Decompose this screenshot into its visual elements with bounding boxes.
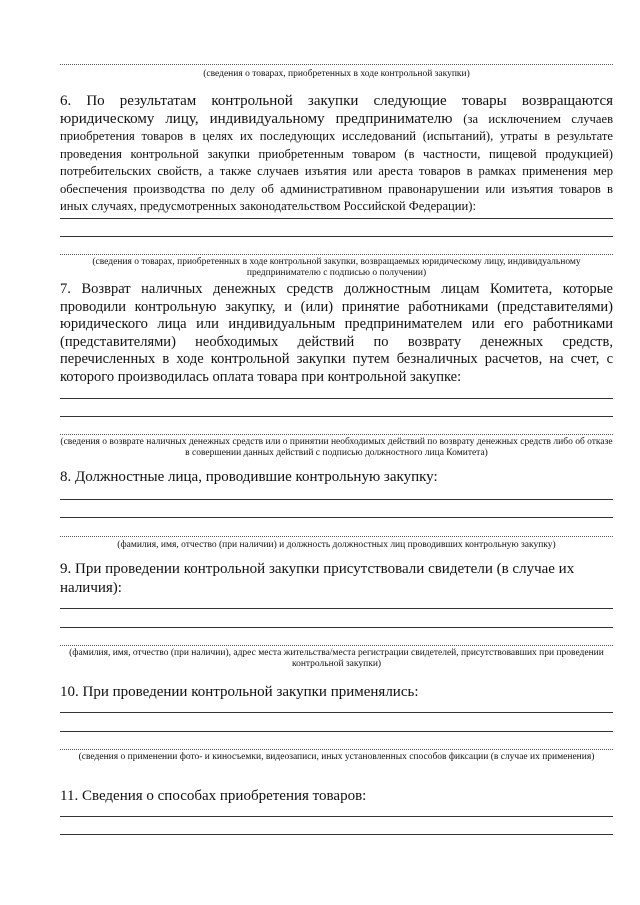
fill-line <box>60 416 613 417</box>
fill-line <box>60 517 613 518</box>
fill-line <box>60 749 613 750</box>
section-6-text <box>60 93 613 216</box>
caption-section-8: (фамилия, имя, отчество (при наличии) и должность должностных лиц проводивших контрольную закупку) <box>117 540 556 550</box>
fill-line <box>60 64 613 65</box>
section-6-rest: (за исключением случаев приобретения товаров в целях их последующих исследований (испытаний), утраты в результате проведения контрольной закупки приобретенным товаром (в частности, пищевой продукцией) потребительских свойств, а также случаев изъятия или ареста товаров в рамках применения мер обеспечения производства по делу об административном правонарушении или изъятия товаров в иных случаях, предусмотренных законодательством Российской Федерации): <box>60 111 614 213</box>
fill-line <box>60 645 613 646</box>
caption-section-7: (сведения о возврате наличных денежных средств или о принятии необходимых действий по возврату денежных средств либо об отказе в совершении данных действий с подписью должностного лица Комитета) <box>60 437 613 458</box>
fill-line <box>60 499 613 500</box>
caption-top: (сведения о товарах, приобретенных в ходе контрольной закупки) <box>203 69 470 79</box>
fill-line <box>60 608 613 609</box>
section-8-heading: 8. Должностные лица, проводившие контрольную закупку: <box>60 469 438 485</box>
section-6-lead: 6. По результатам контрольной закупки следующие товары возвращаются юридическому лицу, индивидуальному предпринимателю <box>60 93 613 127</box>
fill-line <box>60 434 613 435</box>
fill-line <box>60 536 613 537</box>
caption-section-10: (сведения о применении фото- и киносъемки, видеозаписи, иных установленных способов фиксации (в случае их применения) <box>78 752 595 762</box>
fill-line <box>60 712 613 713</box>
fill-line <box>60 627 613 628</box>
fill-line <box>60 218 613 219</box>
fill-line <box>60 834 613 835</box>
caption-section-9: (фамилия, имя, отчество (при наличии), адрес места жительства/места регистрации свидетелей, присутствовавших при проведении контрольной закупки) <box>69 648 604 669</box>
section-7-text: 7. Возврат наличных денежных средств должностным лицам Комитета, которые проводили контрольную закупку, и (или) принятие работниками (представителями) юридического лица или индивидуальным предпринимателем или его работниками (представителями) необходимых действий по возврату денежных средств, перечисленных в ходе контрольной закупки путем безналичных расчетов, на счет, с которого производилась оплата товара при контрольной закупке: <box>60 281 613 385</box>
fill-line <box>60 236 613 237</box>
section-10-heading: 10. При проведении контрольной закупки применялись: <box>60 684 419 700</box>
caption-section-6: (сведения о товарах, приобретенных в ходе контрольной закупки, возвращаемых юридическому лицу, индивидуальному предпринимателю с подписью о получении) <box>92 257 581 278</box>
fill-line <box>60 398 613 399</box>
section-11-heading: 11. Сведения о способах приобретения товаров: <box>60 788 367 804</box>
section-9-heading: 9. При проведении контрольной закупки присутствовали свидетели (в случае их наличия): <box>60 561 575 596</box>
fill-line <box>60 816 613 817</box>
fill-line <box>60 254 613 255</box>
fill-line <box>60 731 613 732</box>
